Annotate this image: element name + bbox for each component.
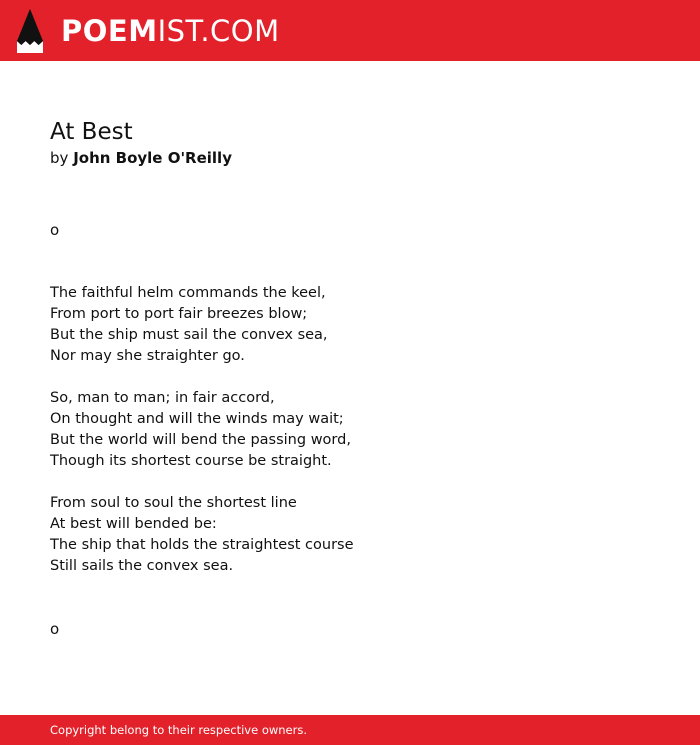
- stanza: [50, 493, 650, 577]
- poem-line: But the ship must sail the convex sea,: [50, 327, 328, 343]
- poem-line: From port to port fair breezes blow;: [50, 306, 308, 322]
- site-logo-text: [61, 13, 280, 48]
- poem-line: At best will bended be:: [50, 516, 217, 532]
- logo-text-bold: POEM: [61, 13, 158, 48]
- poem-line: Though its shortest course be straight.: [50, 453, 332, 469]
- poem-line: So, man to man; in fair accord,: [50, 390, 275, 406]
- site-footer: [0, 715, 700, 745]
- separator-bottom: o: [50, 620, 60, 638]
- separator-top: o: [50, 221, 60, 239]
- poem-line: Still sails the convex sea.: [50, 558, 234, 574]
- by-label: by: [50, 149, 69, 167]
- stanza: [50, 283, 650, 367]
- poem-line: The faithful helm commands the keel,: [50, 285, 326, 301]
- poem-body: [50, 283, 650, 598]
- poem-title: At Best: [50, 119, 133, 145]
- poem-line: On thought and will the winds may wait;: [50, 411, 344, 427]
- copyright-text: Copyright belong to their respective owners.: [50, 723, 308, 737]
- author-link[interactable]: John Boyle O'Reilly: [73, 149, 232, 167]
- logo-text-light: IST.COM: [157, 13, 280, 48]
- poem-line: The ship that holds the straightest course: [50, 537, 354, 553]
- poem-line: From soul to soul the shortest line: [50, 495, 297, 511]
- stanza: [50, 388, 650, 472]
- site-logo-link[interactable]: [17, 8, 280, 54]
- site-header: [0, 0, 700, 61]
- poem-line: Nor may she straighter go.: [50, 348, 245, 364]
- poem-line: But the world will bend the passing word,: [50, 432, 351, 448]
- pencil-tip-icon: [17, 9, 43, 53]
- poem-byline: [50, 148, 650, 168]
- poem-header: [50, 118, 650, 168]
